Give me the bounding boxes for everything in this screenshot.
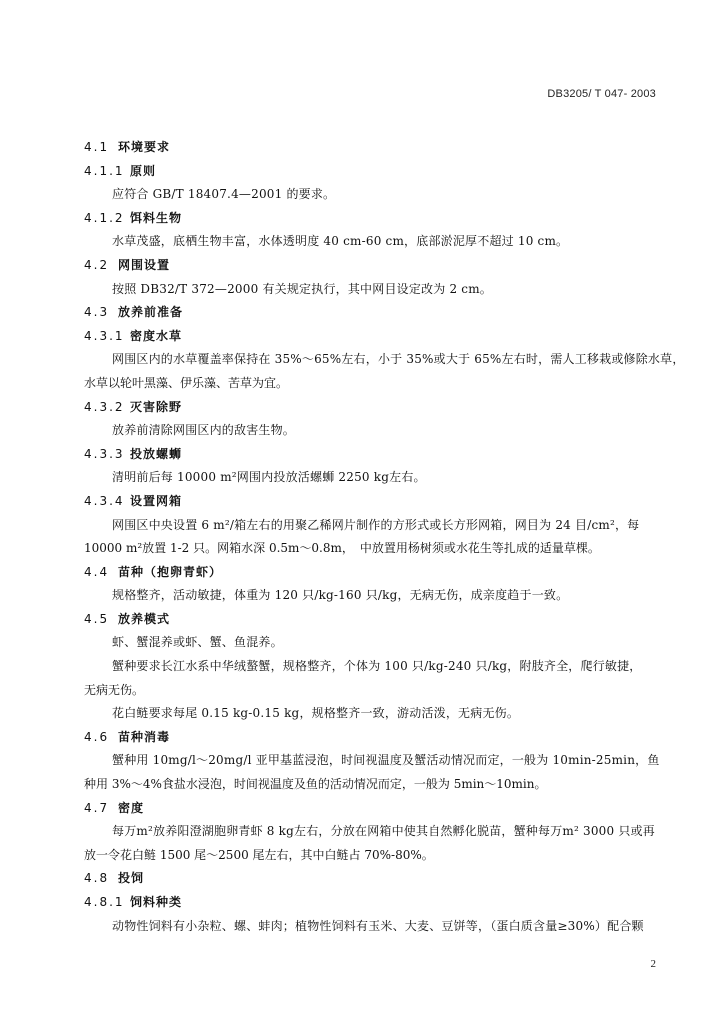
paragraph-line: 规格整齐，活动敏捷，体重为 120 只/kg-160 只/kg，无病无伤，成亲度趋于一致。 <box>112 588 569 603</box>
section-number: 4.7 <box>84 800 110 815</box>
section-number: 4.3 <box>84 305 110 320</box>
section-heading <box>84 325 660 349</box>
section-number: 4.5 <box>84 611 110 626</box>
section-heading <box>84 608 660 632</box>
section-heading <box>84 160 660 184</box>
section-title: 饲料种类 <box>130 895 183 909</box>
paragraph-line: 水草茂盛，底栖生物丰富，水体透明度 40 cm-60 cm，底部淤泥厚不超过 10 cm。 <box>112 234 569 249</box>
paragraph-line: 放养前清除网围区内的敌害生物。 <box>112 423 296 438</box>
section-heading <box>84 561 660 585</box>
section-heading <box>84 797 660 821</box>
section-title: 投放螺蛳 <box>130 446 183 461</box>
document-body <box>84 136 685 938</box>
section-heading <box>84 867 660 891</box>
section-title: 投饲 <box>118 871 145 886</box>
paragraph-line: 应符合 GB/T 18407.4—2001 的要求。 <box>112 187 336 202</box>
section-number: 4.4 <box>84 564 110 579</box>
section-number: 4.3.1 <box>84 328 125 343</box>
paragraph-line: 按照 DB32/T 372—2000 有关规定执行，其中网目设定改为 2 cm。 <box>112 281 493 296</box>
paragraph-line: 每万m²放养阳澄湖胞卵青虾 8 kg左右，分放在网箱中使其自然孵化脱苗，蟹种每万m² 3000 只或再 <box>112 824 655 839</box>
section-title: 密度水草 <box>130 328 183 343</box>
section-title: 原则 <box>130 163 157 178</box>
section-heading <box>84 301 660 325</box>
section-heading <box>84 396 660 420</box>
section-number: 4.8 <box>84 871 110 886</box>
page-number: 2 <box>650 958 656 970</box>
section-number: 4.3.2 <box>84 399 125 414</box>
section-title: 苗种（抱卵青虾） <box>118 564 223 579</box>
section-title: 环境要求 <box>118 140 171 154</box>
paragraph-continuation: 无病无伤。 <box>84 682 145 697</box>
section-heading <box>84 207 660 231</box>
section-heading <box>84 136 660 160</box>
section-heading <box>84 254 660 278</box>
section-title: 灭害除野 <box>130 399 183 414</box>
paragraph-continuation: 10000 m²放置 1-2 只。网箱水深 0.5m～0.8m， 中放置用杨树须或水花生等扎成的适量草棵。 <box>84 541 600 556</box>
section-number: 4.3.4 <box>84 493 125 508</box>
paragraph-line: 虾、蟹混养或虾、蟹、鱼混养。 <box>112 635 283 650</box>
section-number: 4.3.3 <box>84 446 125 461</box>
paragraph-line: 动物性饲料有小杂粒、螺、蚌肉；植物性饲料有玉米、大麦、豆饼等，（蛋白质含量≥30%）配合颗 <box>112 918 644 933</box>
section-number: 4.1.1 <box>84 163 125 178</box>
paragraph-line: 花白鲢要求每尾 0.15 kg-0.15 kg，规格整齐一致，游动活泼，无病无伤。 <box>112 706 520 721</box>
section-title: 放养前准备 <box>118 305 184 320</box>
paragraph-line: 清明前后每 10000 m²网围内投放活螺蛳 2250 kg左右。 <box>112 470 426 485</box>
section-title: 设置网箱 <box>130 493 183 508</box>
paragraph-line: 网围区中央设置 6 m²/箱左右的用聚乙稀网片制作的方形式或长方形网箱，网目为 24 目/cm²，每 <box>112 517 640 532</box>
section-title: 网围设置 <box>118 257 171 272</box>
paragraph-line: 蟹种用 10mg/l～20mg/l 亚甲基蓝浸泡，时间视温度及蟹活动情况而定，一般为 10min-25min，鱼 <box>112 753 660 768</box>
section-heading <box>84 443 660 467</box>
section-title: 密度 <box>118 800 145 815</box>
paragraph-continuation: 放一令花白鲢 1500 尾～2500 尾左右，其中白鲢占 70%-80%。 <box>84 847 434 862</box>
paragraph-line: 网围区内的水草覆盖率保持在 35%～65%左右，小于 35%或大于 65%左右时，需人工移栽或修除水草， <box>112 352 685 367</box>
section-heading <box>84 490 660 514</box>
section-number: 4.8.1 <box>84 895 125 909</box>
section-title: 饵料生物 <box>130 210 183 225</box>
paragraph-continuation: 水草以轮叶黑藻、伊乐藻、苦草为宜。 <box>84 375 289 390</box>
document-code: DB3205/ T 047- 2003 <box>547 88 656 100</box>
section-number: 4.6 <box>84 729 110 744</box>
section-number: 4.1 <box>84 140 110 154</box>
section-number: 4.1.2 <box>84 210 125 225</box>
paragraph-line: 蟹种要求长江水系中华绒螯蟹，规格整齐，个体为 100 只/kg-240 只/kg，附肢齐全，爬行敏捷， <box>112 659 642 674</box>
section-heading <box>84 891 660 915</box>
section-number: 4.2 <box>84 257 110 272</box>
section-title: 放养模式 <box>118 611 171 626</box>
section-title: 苗种消毒 <box>118 729 171 744</box>
section-heading <box>84 726 660 750</box>
paragraph-continuation: 种用 3%～4%食盐水浸泡，时间视温度及鱼的活动情况而定，一般为 5min～10min。 <box>84 777 547 792</box>
